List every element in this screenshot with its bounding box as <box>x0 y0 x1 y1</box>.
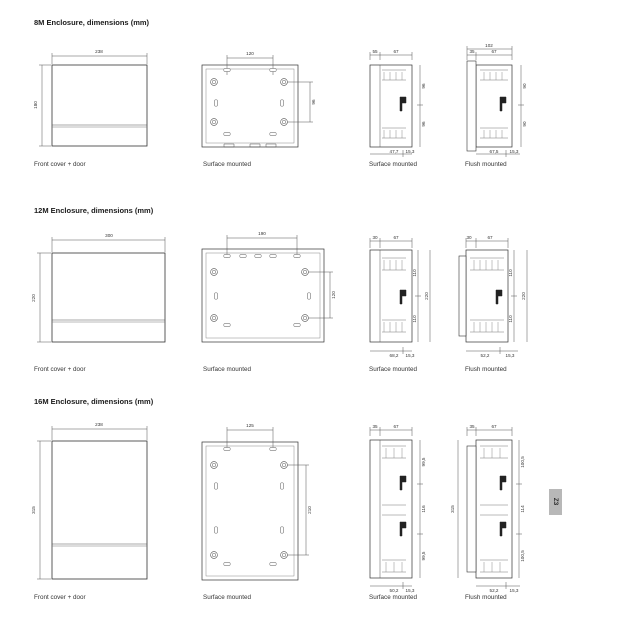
caption-surface-mounted-12m: Surface mounted <box>203 366 251 373</box>
side-flush-mounted-12m <box>459 238 527 354</box>
dim-flush-right-b-8m: 90 <box>522 121 527 127</box>
section-title-16m: 16M Enclosure, dimensions (mm) <box>34 397 154 406</box>
dim-flush-right-total-16m: 315 <box>450 505 455 513</box>
dim-side-right-total-12m: 220 <box>424 292 429 300</box>
dim-flush-right-a-8m: 90 <box>522 83 527 89</box>
front-cover-8m <box>39 53 147 146</box>
dim-side-bottom-a-8m: 47,7 <box>389 149 399 154</box>
dim-flush-right-b-12m: 110 <box>508 315 513 323</box>
dim-hole-vertical-16m: 210 <box>307 506 312 514</box>
dim-flush-bottom-b-8m: 15,3 <box>509 149 519 154</box>
dim-flush-bottom-b-12m: 15,3 <box>505 353 515 358</box>
dim-side-right-a-8m: 96 <box>421 83 426 89</box>
caption-flush-mounted-12m: Flush mounted <box>465 366 507 373</box>
dim-side-top-a-8m: 55 <box>372 49 378 54</box>
caption-front-cover-12m: Front cover + door <box>34 366 86 373</box>
caption-side-surface-mounted-12m: Surface mounted <box>369 366 417 373</box>
dim-side-top-b-8m: 67 <box>393 49 399 54</box>
front-cover-16m <box>37 426 147 579</box>
caption-flush-mounted-16m: Flush mounted <box>465 594 507 601</box>
dim-side-bottom-b-12m: 15,3 <box>405 353 415 358</box>
dim-side-right-a-16m: 99,5 <box>421 457 426 467</box>
dim-flush-right-total-12m: 220 <box>521 292 526 300</box>
side-surface-mounted-8m <box>370 52 423 157</box>
dim-front-width-8m: 238 <box>95 49 103 54</box>
dim-hole-spacing-8m: 120 <box>246 51 254 56</box>
caption-surface-mounted-16m: Surface mounted <box>203 594 251 601</box>
dim-side-top-b-16m: 67 <box>393 424 399 429</box>
caption-front-cover-16m: Front cover + door <box>34 594 86 601</box>
dim-front-width-12m: 300 <box>105 233 113 238</box>
dim-flush-top-b-16m: 67 <box>491 424 497 429</box>
caption-side-surface-mounted-16m: Surface mounted <box>369 594 417 601</box>
dim-front-height-8m: 180 <box>33 101 38 109</box>
dim-side-bottom-a-12m: 68,2 <box>389 353 399 358</box>
surface-mounted-back-8m <box>202 55 313 147</box>
dim-front-width-16m: 238 <box>95 422 103 427</box>
surface-mounted-back-12m <box>202 235 333 342</box>
dim-side-top-b-12m: 67 <box>393 235 399 240</box>
caption-flush-mounted-8m: Flush mounted <box>465 161 507 168</box>
side-flush-mounted-8m <box>467 46 524 157</box>
dim-flush-bottom-b-16m: 15,3 <box>509 588 519 593</box>
dim-hole-vertical-12m: 120 <box>331 291 336 299</box>
dim-flush-right-b-16m: 114 <box>520 505 525 513</box>
dim-flush-bottom-a-16m: 52,2 <box>489 588 499 593</box>
page-number-tab <box>549 489 562 515</box>
dim-flush-top-a-16m: 35 <box>469 424 475 429</box>
dim-side-bottom-b-16m: 15,3 <box>405 588 415 593</box>
dim-side-bottom-a-16m: 50,2 <box>389 588 399 593</box>
dim-flush-top-b-12m: 67 <box>487 235 493 240</box>
dim-front-height-16m: 315 <box>31 506 36 514</box>
caption-surface-mounted-8m: Surface mounted <box>203 161 251 168</box>
dim-flush-top-b-8m: 67 <box>491 49 497 54</box>
side-surface-mounted-16m <box>370 427 423 589</box>
front-cover-12m <box>37 237 165 342</box>
dim-hole-spacing-12m: 190 <box>258 231 266 236</box>
side-surface-mounted-12m <box>370 238 430 354</box>
dim-flush-top-total-8m: 102 <box>485 43 493 48</box>
caption-front-cover-8m: Front cover + door <box>34 161 86 168</box>
dim-side-right-a-12m: 110 <box>412 269 417 277</box>
section-title-8m: 8M Enclosure, dimensions (mm) <box>34 18 150 27</box>
page-number: Z3 <box>552 497 559 506</box>
dim-flush-top-a-8m: 35 <box>469 49 475 54</box>
dim-side-right-b-16m: 116 <box>421 505 426 513</box>
dim-side-top-a-16m: 35 <box>372 424 378 429</box>
side-flush-mounted-16m <box>458 427 522 589</box>
dim-flush-top-a-12m: 30 <box>466 235 472 240</box>
dim-side-right-c-16m: 99,5 <box>421 551 426 561</box>
surface-mounted-back-16m <box>202 427 309 580</box>
dim-flush-right-c-16m: 100,5 <box>520 550 525 562</box>
dim-side-bottom-b-8m: 15,3 <box>405 149 415 154</box>
dim-side-top-a-12m: 30 <box>372 235 378 240</box>
dim-hole-spacing-16m: 125 <box>246 423 254 428</box>
dim-flush-bottom-a-12m: 52,2 <box>480 353 490 358</box>
dim-flush-right-a-16m: 100,5 <box>520 456 525 468</box>
section-title-12m: 12M Enclosure, dimensions (mm) <box>34 206 154 215</box>
dim-flush-right-a-12m: 110 <box>508 269 513 277</box>
dim-hole-vertical-8m: 96 <box>311 99 316 105</box>
dim-flush-bottom-a-8m: 67,5 <box>489 149 499 154</box>
caption-side-surface-mounted-8m: Surface mounted <box>369 161 417 168</box>
dim-side-right-b-12m: 110 <box>412 315 417 323</box>
dim-front-height-12m: 220 <box>31 294 36 302</box>
dim-side-right-b-8m: 96 <box>421 121 426 127</box>
